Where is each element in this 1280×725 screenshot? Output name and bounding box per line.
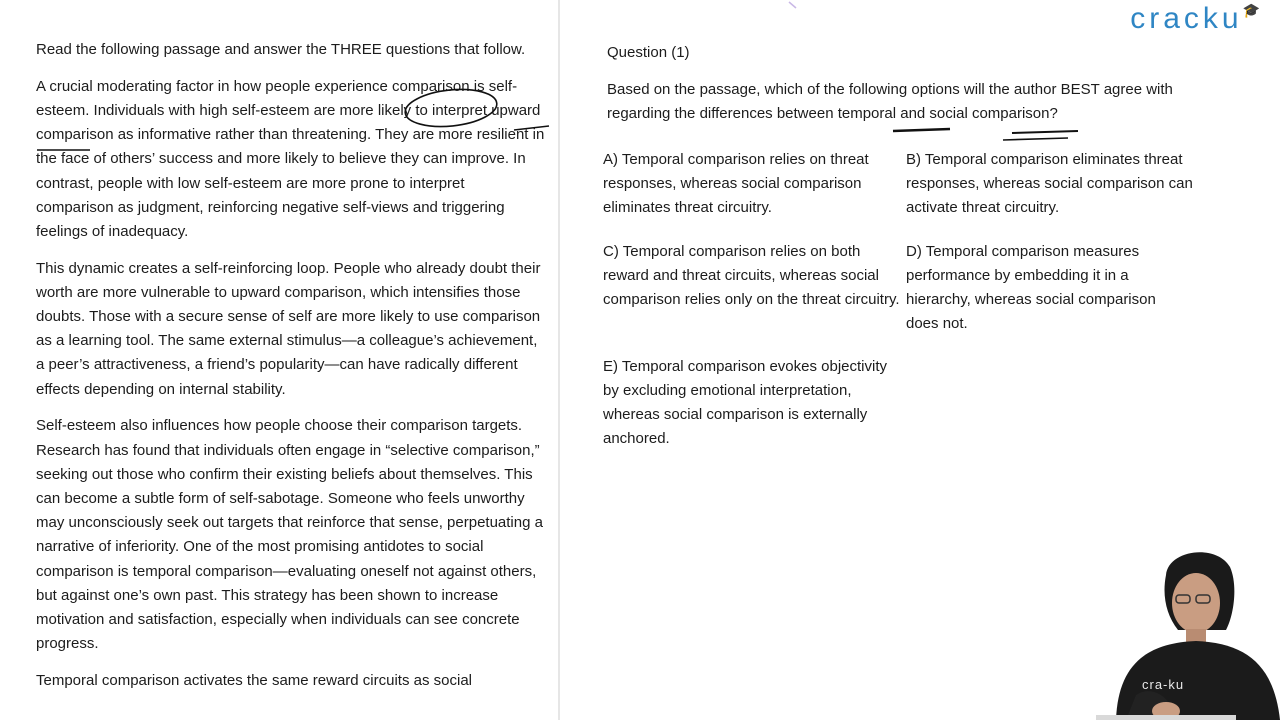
passage-paragraph: A crucial moderating factor in how people experience comparison is self-esteem. Individuals with high self-esteem are more likely to interpret upward comparison as informative rather than threatening. They are more resilient in the face of others’ success and more likely to believe they can improve. In contrast, people with low self-esteem are more prone to interpret comparison as judgment, reinforcing negative self-views and triggering feelings of inadequacy. xyxy=(36,77,545,240)
passage-paragraph: This dynamic creates a self-reinforcing loop. People who already doubt their worth are more vulnerable to upward comparison, which intensifies those doubts. Those with a secure sense of self are more likely to use comparison as a learning tool. The same external stimulus—a colleague’s achievement, a peer’s attractiveness, a friend’s popularity—can have radically different effects depending on internal stability. xyxy=(36,259,541,398)
passage-paragraph: Self-esteem also influences how people choose their comparison targets. Research has found that individuals often engage in “selective comparison,” seeking out those who confirm their existing beliefs about themselves. This can become a subtle form of self-sabotage. Someone who feels unworthy may unconsciously seek out targets that reinforce that sense, perpetuating a narrative of inferiority. One of the most promising antidotes to social comparison is temporal comparison—evaluating oneself not against others, but against one’s own past. This strategy has been shown to increase motivation and satisfaction, especially when individuals can see concrete progress. xyxy=(36,417,543,653)
cracku-logo xyxy=(1130,2,1264,36)
shirt-logo-text: cra-ku xyxy=(1142,677,1185,692)
question-stem: Based on the passage, which of the following options will the author BEST agree with regarding the differences between temporal and social comparison? xyxy=(607,81,1173,122)
option-b[interactable]: B) Temporal comparison eliminates threat responses, whereas social comparison can activate threat circuitry. xyxy=(906,151,1193,216)
option-c[interactable]: C) Temporal comparison relies on both reward and threat circuits, whereas social comparison relies only on the threat circuitry. xyxy=(603,243,900,308)
option-a[interactable]: A) Temporal comparison relies on threat responses, whereas social comparison eliminates threat circuitry. xyxy=(603,151,869,216)
option-e[interactable]: E) Temporal comparison evokes objectivity by excluding emotional interpretation, whereas social comparison is externally anchored. xyxy=(603,358,888,447)
passage-paragraph: Temporal comparison activates the same reward circuits as social xyxy=(36,671,473,689)
passage-intro: Read the following passage and answer the THREE questions that follow. xyxy=(36,41,526,58)
logo-text: cracku xyxy=(1130,2,1243,35)
question-title: Question (1) xyxy=(607,44,690,61)
graduation-cap-icon: 🎓 xyxy=(1242,2,1264,18)
presenter-illustration xyxy=(1096,545,1280,720)
presenter-video xyxy=(1096,545,1280,720)
passage-pane[interactable] xyxy=(0,0,558,720)
passage-text xyxy=(36,38,546,706)
option-d[interactable]: D) Temporal comparison measures performance by embedding it in a hierarchy, whereas social comparison does not. xyxy=(906,243,1156,332)
